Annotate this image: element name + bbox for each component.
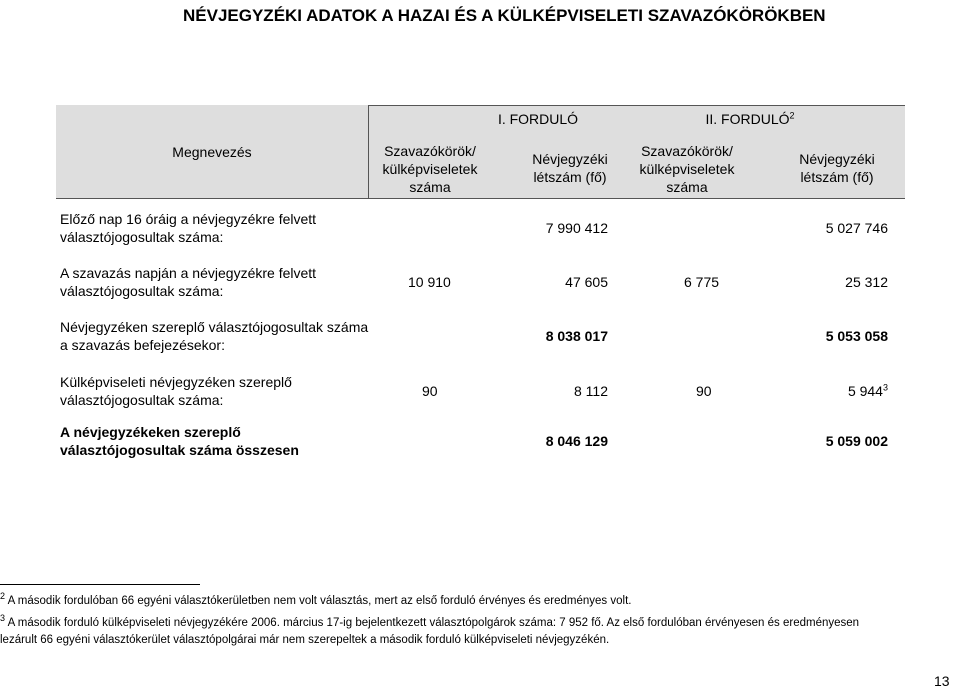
header-r1-polling-stations: Szavazókörök/ külképviseletek száma bbox=[382, 143, 478, 195]
row-r1-headcount: 8 112 bbox=[574, 383, 608, 399]
row-r1-headcount: 8 038 017 bbox=[545, 328, 608, 344]
row-r2-headcount-total: 5 059 002 bbox=[825, 433, 888, 449]
row-r1-headcount-total: 8 046 129 bbox=[545, 433, 608, 449]
header-round-2: II. FORDULÓ$^2$ bbox=[705, 110, 795, 127]
header-r2-headcount: Névjegyzéki létszám (fő) bbox=[799, 151, 875, 185]
header-round-1: I. FORDULÓ bbox=[497, 111, 579, 127]
row-r1-count: 90 bbox=[422, 383, 438, 399]
header-r1-headcount: Névjegyzéki létszám (fő) bbox=[532, 151, 608, 185]
table-row-label: Előző nap 16 óráig a névjegyzékre felvett választójogosultak száma: bbox=[60, 211, 317, 245]
row-r1-count: 10 910 bbox=[408, 274, 451, 290]
table-row-label-total: A névjegyzékeken szereplő választójogosultak száma összesen bbox=[60, 424, 299, 458]
table-row-label: A szavazás napján a névjegyzékre felvett választójogosultak száma: bbox=[60, 265, 317, 299]
header-r2-polling-stations: Szavazókörök/ külképviseletek száma bbox=[639, 143, 735, 195]
footnote-2: $^2$ A második fordulóban 66 egyéni választókerületben nem volt választás, mert az első forduló érvényes és eredményes volt. bbox=[0, 591, 632, 607]
footnote-separator bbox=[0, 584, 200, 585]
row-r2-count: 6 775 bbox=[684, 274, 720, 290]
table-row-label: Külképviseleti névjegyzéken szereplő választójogosultak száma: bbox=[60, 374, 292, 408]
page-title: NÉVJEGYZÉKI ADATOK A HAZAI ÉS A KÜLKÉPVISELETI SZAVAZÓKÖRÖKBEN bbox=[183, 6, 826, 25]
row-r2-count: 90 bbox=[696, 383, 712, 399]
row-r2-headcount: 5 053 058 bbox=[825, 328, 888, 344]
row-r2-headcount: 5 027 746 bbox=[825, 220, 888, 236]
row-r2-headcount: 25 312 bbox=[845, 274, 888, 290]
row-r1-headcount: 47 605 bbox=[565, 274, 608, 290]
footnote-3-continued: lezárult 66 egyéni választókerület választópolgárai már nem szerepeltek a második forduló külképviseleti névjegyzékén. bbox=[0, 634, 610, 646]
header-top-rule bbox=[368, 105, 905, 106]
header-bottom-rule bbox=[56, 198, 905, 199]
header-megnevezes: Megnevezés bbox=[172, 144, 252, 160]
row-r1-headcount: 7 990 412 bbox=[545, 220, 608, 236]
footnote-3: $^3$ A második forduló külképviseleti névjegyzékére 2006. március 17-ig bejelentkezett választópolgárok száma: 7 952 fő. Az első fordulóban érvényesen és eredményesen bbox=[0, 613, 860, 629]
row-r2-headcount: 5 $944^3$ bbox=[847, 382, 888, 399]
page-number: 13 bbox=[934, 673, 950, 689]
table-row-label: Névjegyzéken szereplő választójogosultak száma a szavazás befejezésekor: bbox=[60, 319, 369, 353]
